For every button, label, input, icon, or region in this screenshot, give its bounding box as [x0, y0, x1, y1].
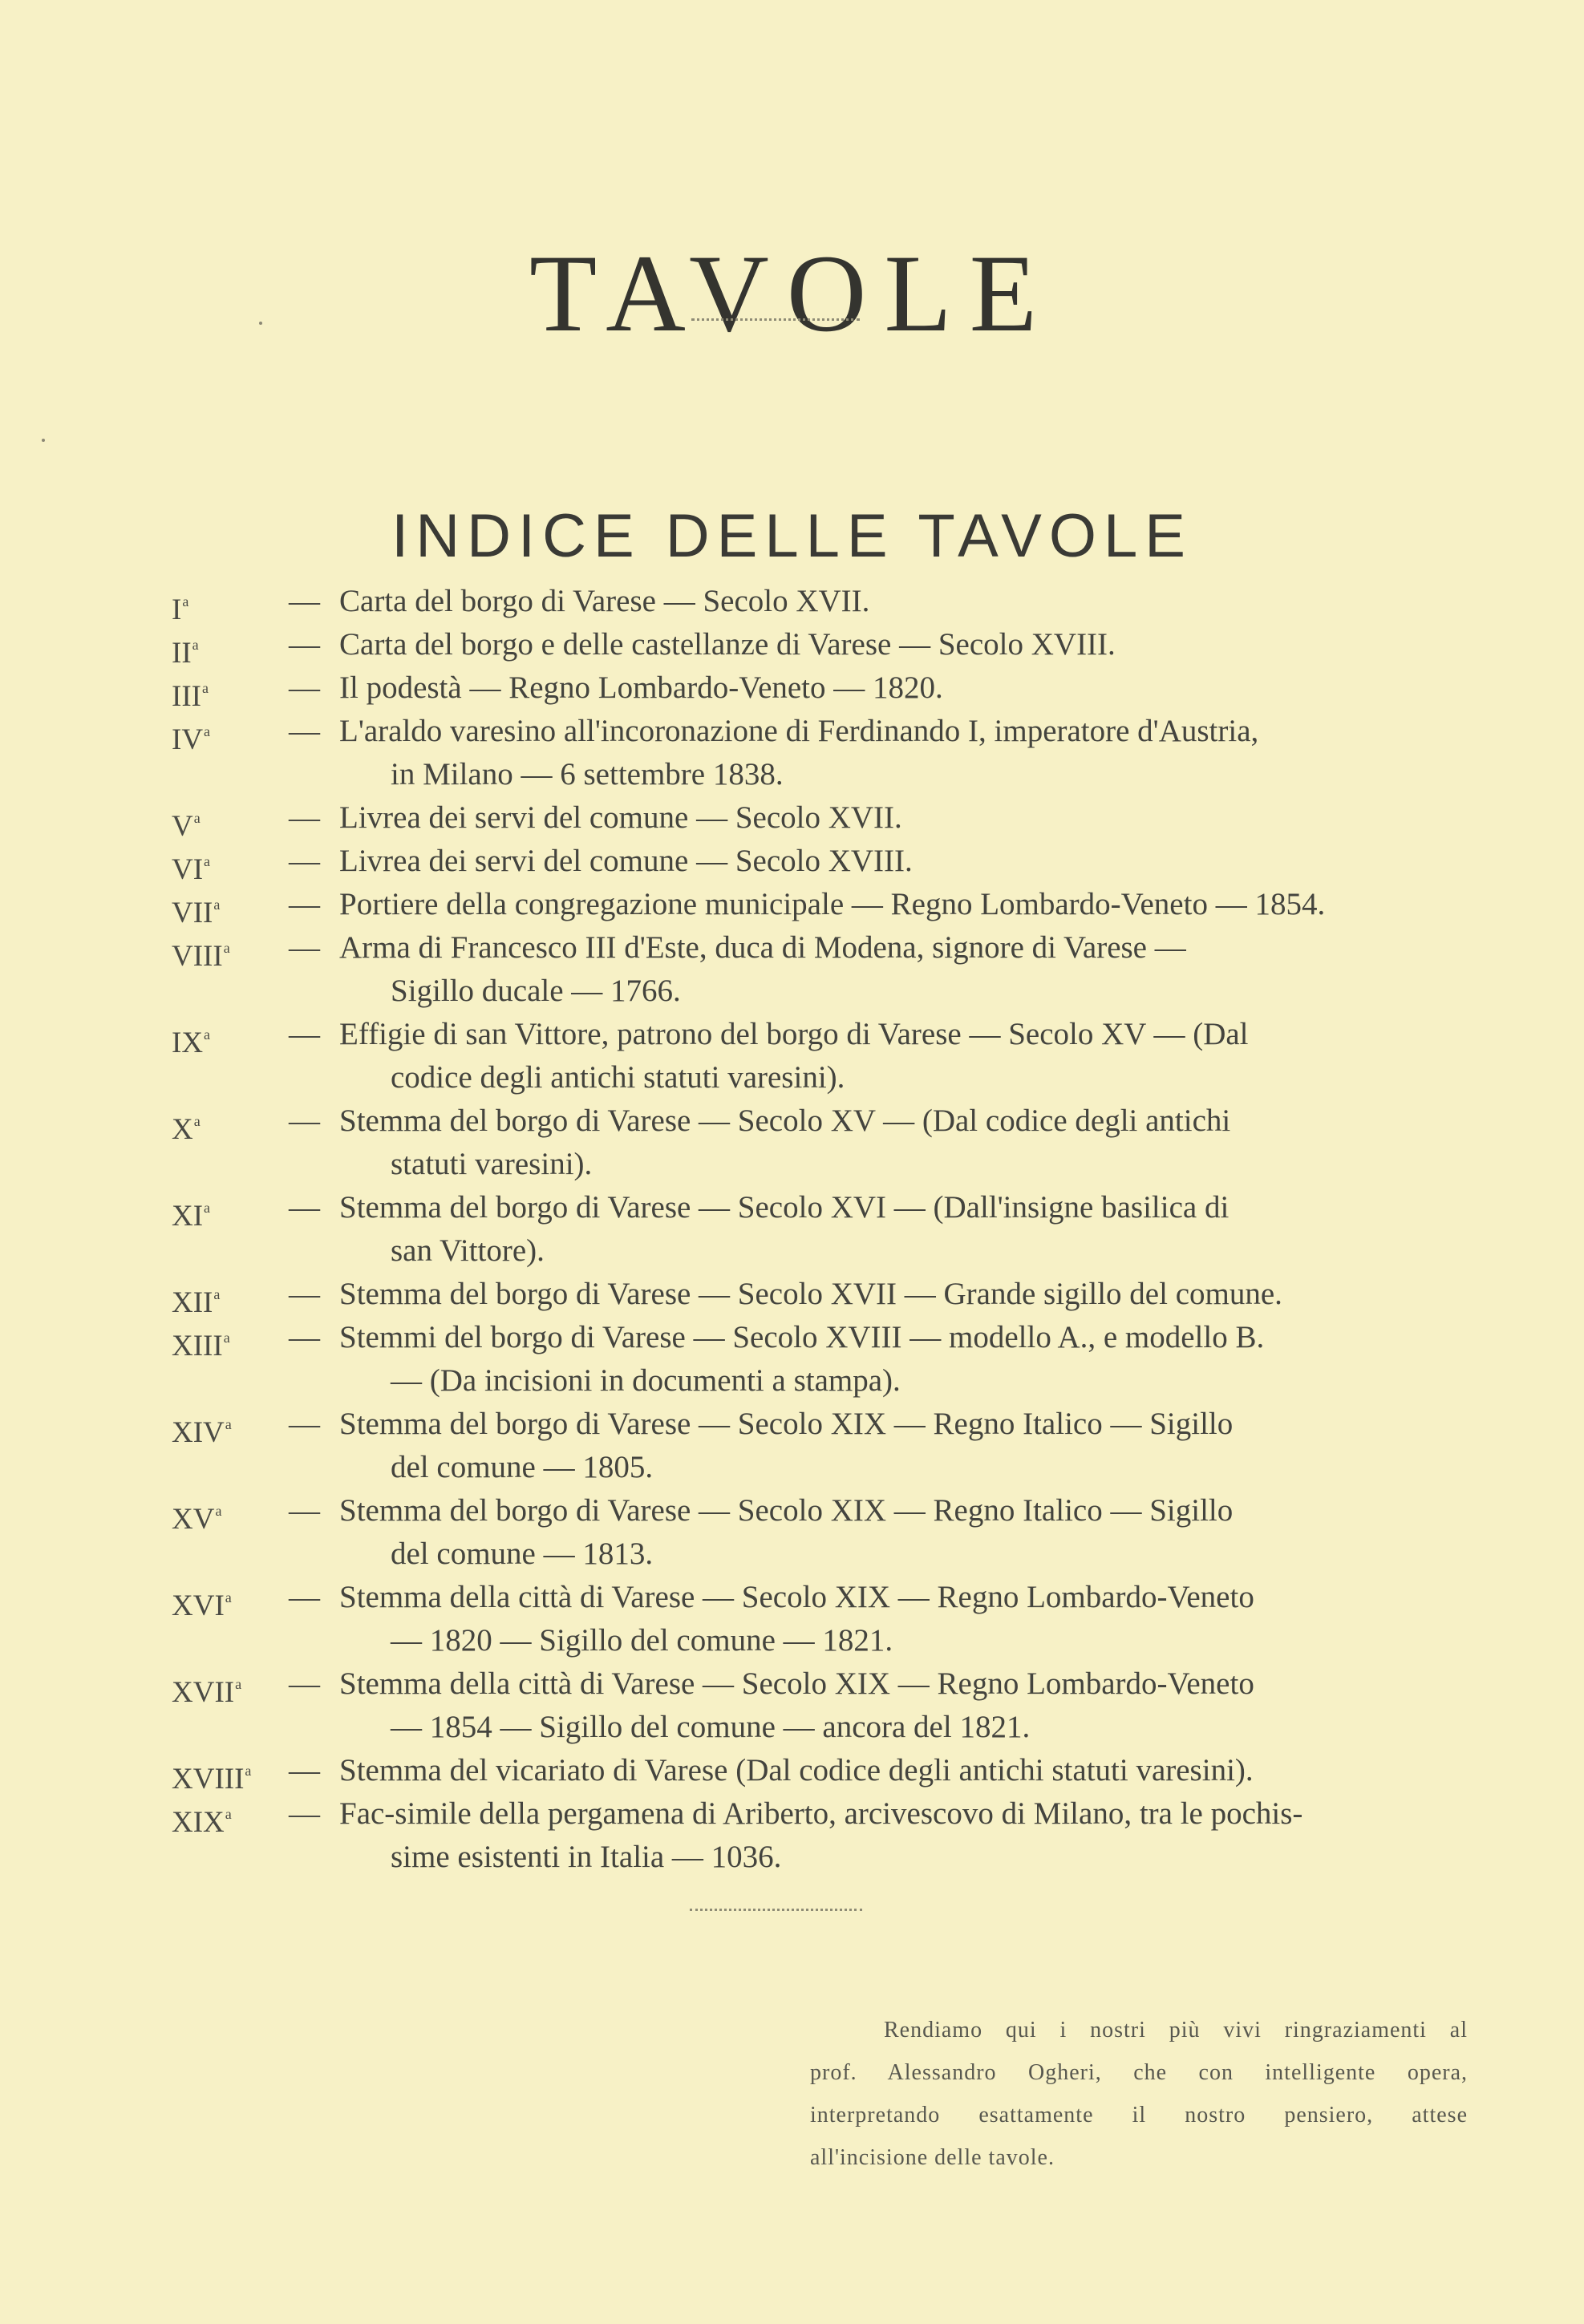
plate-dash: —	[289, 1103, 320, 1138]
plate-description: Stemma della città di Varese — Secolo XIX — Regno Lombardo-Veneto — 1820 — Sigillo del comune — 1821.	[339, 1580, 1254, 1658]
plate-dash: —	[289, 670, 320, 705]
footnote-line: all'incisione delle tavole.	[810, 2145, 1055, 2170]
plate-number: XII$^a$	[172, 1286, 221, 1319]
plate-description: Stemma della città di Varese — Secolo XIX — Regno Lombardo-Veneto — 1854 — Sigillo del comune — ancora del 1821.	[339, 1666, 1254, 1744]
plate-number: $I^a$	[172, 593, 189, 626]
plate-description: L'araldo varesino all'incoronazione di Ferdinando I, imperatore d'Austria, in Milano — 6 settembre 1838.	[339, 714, 1259, 792]
plate-description: Stemma del borgo di Varese — Secolo XVI — (Dall'insigne basilica di san Vittore).	[339, 1190, 1230, 1268]
paper-speck	[42, 439, 45, 442]
plate-description: Fac-simile della pergamena di Ariberto, arcivescovo di Milano, tra le pochis- sime esistenti in Italia — 1036.	[339, 1796, 1303, 1874]
plate-number: VIII$^a$	[172, 940, 230, 973]
plate-dash: —	[289, 1277, 320, 1311]
plate-number: XIII$^a$	[172, 1330, 230, 1362]
plate-number: $VI^a$	[172, 853, 211, 886]
plate-dash: —	[289, 1017, 320, 1051]
plate-number: XVI$^a$	[172, 1589, 232, 1622]
plate-number: $X^a$	[172, 1113, 201, 1146]
plate-dash: —	[289, 714, 320, 748]
plate-number: XVIII$^a$	[172, 1763, 252, 1796]
plate-number: VII$^a$	[172, 897, 221, 929]
plate-description: Stemma del borgo di Varese — Secolo XIX — Regno Italico — Sigillo del comune — 1813.	[339, 1493, 1234, 1571]
plate-number: III$^a$	[172, 680, 209, 713]
page-title: TAVOLE	[529, 232, 1055, 355]
plate-number: XVII$^a$	[172, 1676, 242, 1709]
index-title: INDICE DELLE TAVOLE	[391, 502, 1193, 571]
dotted-separator-bottom	[690, 1909, 862, 1911]
plate-dash: —	[289, 584, 320, 618]
plate-number: $II^a$	[172, 637, 199, 670]
plate-description: Livrea dei servi del comune — Secolo XVIII.	[339, 844, 913, 878]
plate-dash: —	[289, 887, 320, 921]
plate-number: XIV$^a$	[172, 1416, 232, 1449]
plate-dash: —	[289, 627, 320, 662]
plate-description: Carta del borgo e delle castellanze di Varese — Secolo XVIII.	[339, 627, 1116, 662]
plate-number: $XI^a$	[172, 1200, 211, 1233]
footnote-line: prof. Alessandro Ogheri, che con intelligente opera,	[810, 2060, 1468, 2085]
plate-dash: —	[289, 1493, 320, 1528]
footnote-line: Rendiamo qui i nostri più vivi ringraziamenti al	[884, 2018, 1468, 2043]
plate-description: Stemma del borgo di Varese — Secolo XIX — Regno Italico — Sigillo del comune — 1805.	[339, 1407, 1234, 1484]
plate-number: $IX^a$	[172, 1026, 211, 1059]
dotted-separator-top	[691, 318, 860, 321]
plate-description: Stemma del borgo di Varese — Secolo XV — (Dal codice degli antichi statuti varesini).	[339, 1103, 1231, 1181]
plate-description: Carta del borgo di Varese — Secolo XVII.	[339, 584, 870, 618]
plate-dash: —	[289, 930, 320, 965]
plate-description: Effigie di san Vittore, patrono del borgo di Varese — Secolo XV — (Dal codice degli antichi statuti varesini).	[339, 1017, 1249, 1095]
plate-description: Livrea dei servi del comune — Secolo XVII.	[339, 800, 902, 835]
plate-dash: —	[289, 1753, 320, 1788]
plate-description: Portiere della congregazione municipale — Regno Lombardo-Veneto — 1854.	[339, 887, 1326, 921]
plate-description: Stemma del vicariato di Varese (Dal codice degli antichi statuti varesini).	[339, 1753, 1254, 1788]
footnote-line: interpretando esattamente il nostro pensiero, attese	[810, 2103, 1468, 2128]
plate-number: $V^a$	[172, 810, 201, 843]
plate-dash: —	[289, 1190, 320, 1225]
plate-dash: —	[289, 1407, 320, 1441]
plate-description: Stemmi del borgo di Varese — Secolo XVIII — modello A., e modello B. — (Da incisioni in documenti a stampa).	[339, 1320, 1265, 1398]
plate-number: $XV^a$	[172, 1503, 222, 1536]
plate-number: $IV^a$	[172, 723, 211, 756]
plate-dash: —	[289, 1796, 320, 1831]
plate-description: Stemma del borgo di Varese — Secolo XVII — Grande sigillo del comune.	[339, 1277, 1282, 1311]
plate-number: XIX$^a$	[172, 1806, 232, 1839]
paper-speck	[259, 322, 262, 325]
plate-description: Il podestà — Regno Lombardo-Veneto — 1820.	[339, 670, 943, 705]
acknowledgement-note	[810, 2009, 1468, 2179]
plate-dash: —	[289, 1320, 320, 1354]
plate-dash: —	[289, 1580, 320, 1614]
plate-dash: —	[289, 800, 320, 835]
plate-dash: —	[289, 844, 320, 878]
plate-dash: —	[289, 1666, 320, 1701]
plate-description: Arma di Francesco III d'Este, duca di Modena, signore di Varese — Sigillo ducale — 1766.	[339, 930, 1186, 1008]
